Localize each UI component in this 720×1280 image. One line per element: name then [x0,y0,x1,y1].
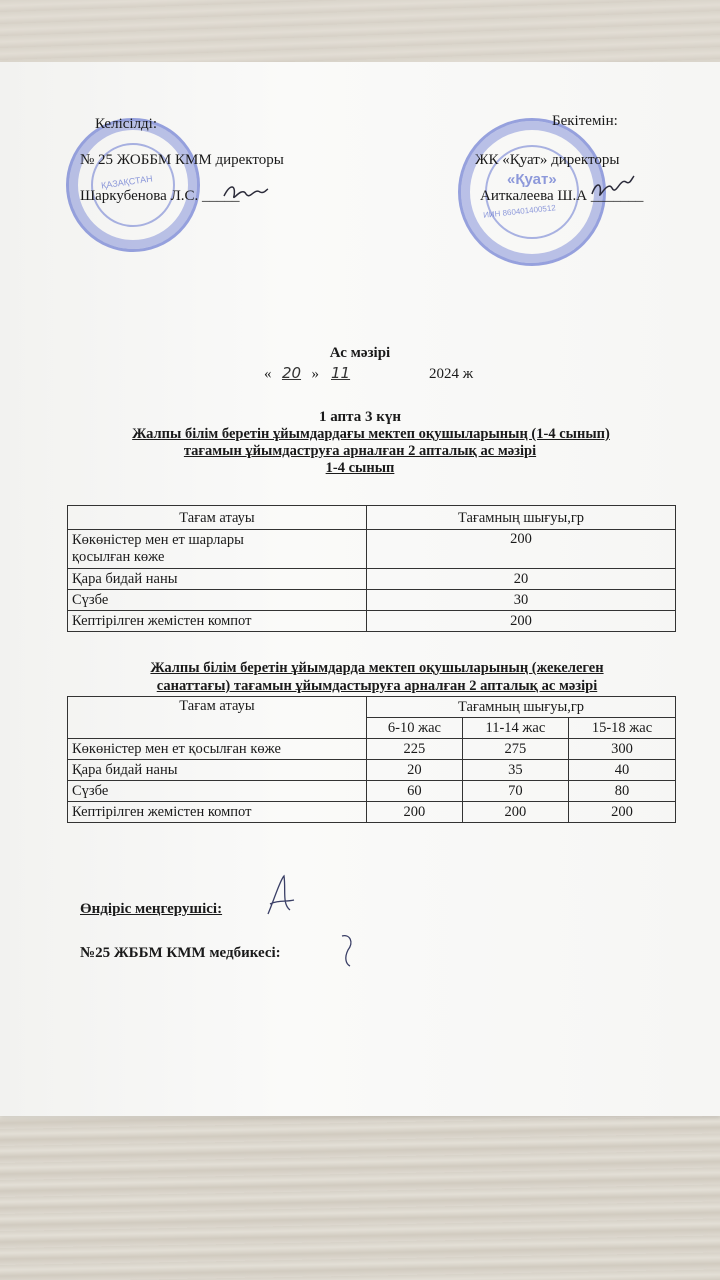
table-surface-top [0,0,720,70]
col-output: Тағамның шығуы,гр [367,697,676,718]
table-row [68,590,676,611]
dish-name: Қара бидай наны [68,569,367,590]
table-row [68,611,676,632]
dish-name: Көкөністер мен ет қосылған көже [68,739,367,760]
subtitle-line-1: Жалпы білім беретін ұйымдардағы мектеп оқушыларының (1-4 сынып) [132,426,610,442]
dish-output: 20 [367,569,676,590]
age-group-6-10: 6-10 жас [367,718,463,739]
dish-name: Қара бидай наны [68,760,367,781]
dish-output: 60 [367,781,463,802]
table-header-row [68,506,676,530]
date-month: 11 [331,364,351,382]
dish-output: 200 [568,802,675,823]
left-approved-label: Келісілді: [95,116,158,132]
dish-output: 70 [462,781,568,802]
dish-name-line-2: қосылған көже [72,549,165,565]
col-output: Тағамның шығуы,гр [367,506,676,530]
left-signature [220,180,270,204]
table-surface-bottom [0,1112,720,1280]
date-year: 2024 ж [429,366,474,382]
table-row [68,781,676,802]
dish-output: 80 [568,781,675,802]
table-header-row [68,697,676,718]
subtitle-line-3: 1-4 сынып [325,460,395,476]
table-row [68,739,676,760]
dish-name: Сүзбе [68,781,367,802]
age-group-15-18: 15-18 жас [568,718,675,739]
menu-date [264,364,473,383]
col-dish-name: Тағам атауы [68,697,367,739]
nurse-label: №25 ЖББМ КММ медбикесі: [80,945,281,961]
production-head-signature [260,870,300,920]
dish-output: 200 [462,802,568,823]
date-close-quote: » [311,366,319,382]
dish-output: 200 [367,802,463,823]
dish-name [68,530,367,569]
left-stamp [66,118,200,252]
date-open-quote: « [264,366,272,382]
dish-output: 40 [568,760,675,781]
section2-subtitle-line-2: санаттағы) тағамын ұйымдастыруға арналған 2 апталық ас мәзірі [156,678,598,694]
menu-table-age-groups [67,696,676,823]
dish-name: Кептірілген жемістен компот [68,611,367,632]
right-signature-line: _______ [590,188,644,204]
dish-name: Кептірілген жемістен компот [68,802,367,823]
dish-output: 200 [367,530,676,569]
table-row [68,530,676,569]
left-director-name-text: Шаркубенова Л.С. [80,188,199,204]
left-director-position: № 25 ЖОББМ КММ директоры [80,152,284,168]
col-dish-name: Тағам атауы [68,506,367,530]
dish-output: 200 [367,611,676,632]
menu-title: Ас мәзірі [329,345,391,361]
dish-output: 300 [568,739,675,760]
dish-output: 225 [367,739,463,760]
age-group-11-14: 11-14 жас [462,718,568,739]
dish-name: Сүзбе [68,590,367,611]
right-director-name-text: Аиткалеева Ш.А [480,188,588,204]
nurse-signature [336,930,360,970]
menu-table-primary [67,505,676,632]
dish-output: 275 [462,739,568,760]
section2-subtitle-line-1: Жалпы білім беретін ұйымдарда мектеп оқушыларының (жекелеген [150,660,604,676]
right-stamp-text: «Қуат» [507,171,557,188]
table-row [68,569,676,590]
table-row [68,760,676,781]
left-director-name [80,187,240,205]
production-head-label: Өндіріс меңгерушісі: [80,901,223,917]
date-day: 20 [281,364,302,382]
subtitle-line-2: тағамын ұйымдаструға арналған 2 апталық ас мәзірі [183,443,537,459]
right-director-position: ЖК «Қуат» директоры [475,152,620,168]
week-day: 1 апта 3 күн [318,409,402,425]
dish-name-line-1: Көкөністер мен ет шарлары [72,532,244,548]
dish-output: 35 [462,760,568,781]
left-signature-line: _____ [202,188,240,204]
right-signature [588,172,638,202]
left-stamp-text: ҚАЗАҚСТАН [100,173,154,191]
dish-output: 30 [367,590,676,611]
right-approved-label: Бекітемін: [552,113,618,129]
table-row [68,802,676,823]
right-stamp-number: ИИН 860401400512 [482,203,557,220]
dish-output: 20 [367,760,463,781]
